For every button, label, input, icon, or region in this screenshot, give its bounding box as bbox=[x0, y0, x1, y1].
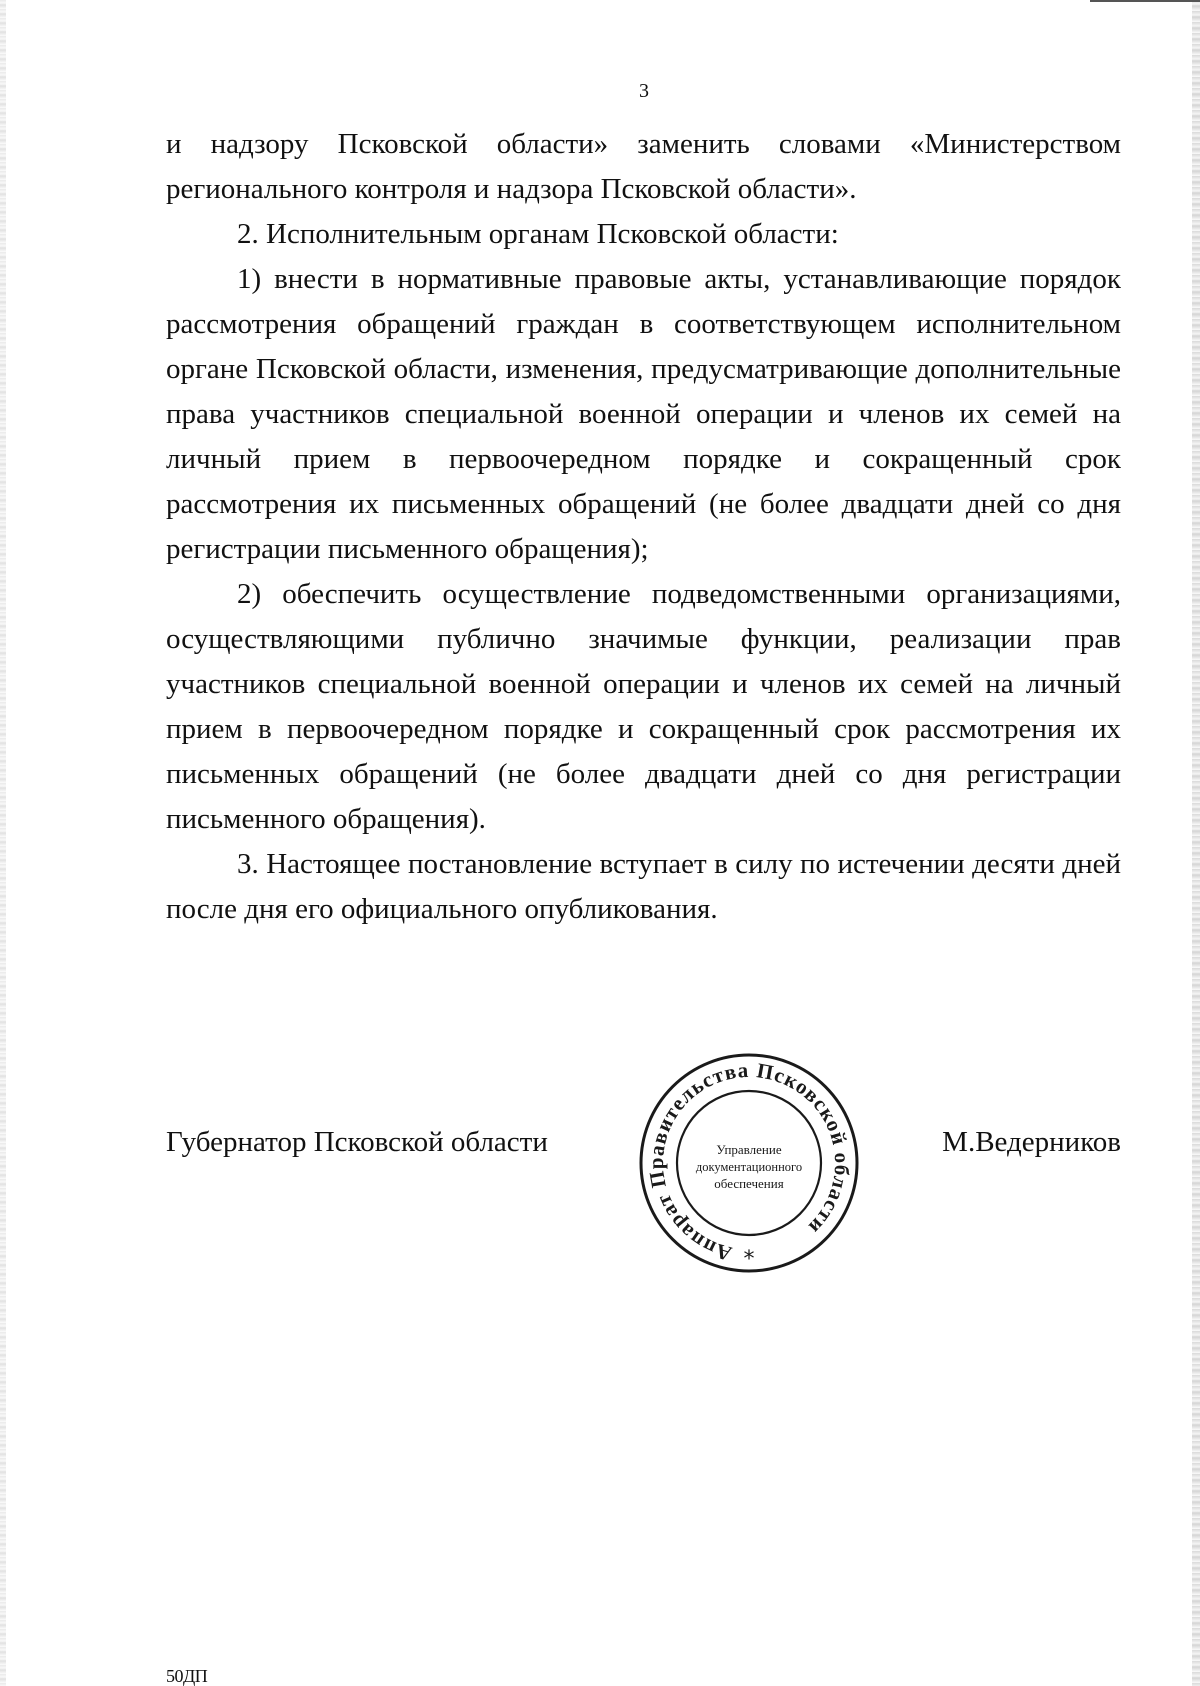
document-body bbox=[166, 122, 1121, 932]
signatory-name: М.Ведерников bbox=[942, 1126, 1121, 1158]
paragraph-subitem-1: 1) внести в нормативные правовые акты, устанавливающие порядок рассмотрения обращений граждан в соответствующем исполнительном органе Псковской области, изменения, предусматривающие дополнительные права участников специальной военной операции и членов их семей на личный прием в первоочередном порядке и сокращенный срок рассмотрения их письменных обращений (не более двадцати дней со дня регистрации письменного обращения); bbox=[166, 263, 1121, 565]
stamp-inner-line-3: обеспечения bbox=[714, 1176, 784, 1191]
signatory-position: Губернатор Псковской области bbox=[166, 1126, 548, 1158]
paragraph-item-2: 2. Исполнительным органам Псковской области: bbox=[237, 218, 839, 250]
stamp-star-icon: * bbox=[743, 1247, 755, 1272]
scan-edge-top bbox=[1090, 0, 1200, 2]
stamp-inner-line-1: Управление bbox=[716, 1142, 782, 1157]
paragraph-continuation: и надзору Псковской области» заменить словами «Министерством регионального контроля и надзора Псковской области». bbox=[166, 128, 1121, 205]
paragraph-subitem-2: 2) обеспечить осуществление подведомственными организациями, осуществляющими публично значимые функции, реализации прав участников специальной военной операции и членов их семей на личный прием в первоочередном порядке и сокращенный срок рассмотрения их письменных обращений (не более двадцати дней со дня регистрации письменного обращения). bbox=[166, 578, 1121, 835]
scan-edge-right bbox=[1192, 0, 1200, 1686]
stamp-outer-text: Аппарат Правительства Псковской области bbox=[644, 1057, 855, 1267]
stamp-inner-line-2: документационного bbox=[695, 1160, 803, 1174]
official-seal-stamp bbox=[638, 1052, 860, 1278]
paragraph-item-3: 3. Настоящее постановление вступает в силу по истечении десяти дней после дня его официального опубликования. bbox=[166, 848, 1121, 925]
scan-edge-left bbox=[0, 0, 6, 1686]
page-number: 3 bbox=[639, 80, 649, 102]
document-code: 50ДП bbox=[166, 1666, 208, 1686]
